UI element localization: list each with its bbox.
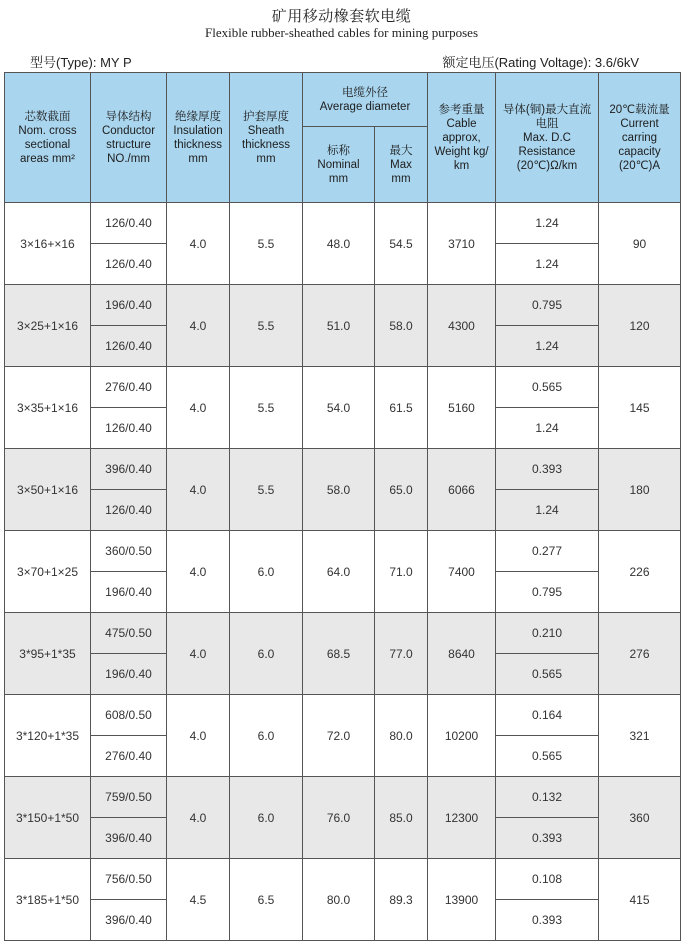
cell-current: 360 — [599, 777, 681, 859]
cell-max: 61.5 — [375, 367, 428, 449]
cell-size: 3*150+1*50 — [5, 777, 91, 859]
table-row — [5, 531, 681, 572]
cell-resistance-main: 0.132 — [496, 777, 599, 818]
cell-current: 276 — [599, 613, 681, 695]
cell-current: 120 — [599, 285, 681, 367]
cell-sheath: 6.0 — [230, 613, 303, 695]
table-row — [5, 859, 681, 900]
cell-conductor-main: 756/0.50 — [91, 859, 167, 900]
cell-max: 58.0 — [375, 285, 428, 367]
cell-conductor-main: 360/0.50 — [91, 531, 167, 572]
page-title: 矿用移动橡套软电缆 — [271, 7, 412, 25]
cell-weight: 10200 — [428, 695, 496, 777]
cell-sheath: 6.0 — [230, 531, 303, 613]
header-diameter: 电缆外径 Average diameter — [303, 73, 428, 127]
table-row — [5, 285, 681, 326]
cell-size: 3×35+1×16 — [5, 367, 91, 449]
cell-conductor-earth: 196/0.40 — [91, 572, 167, 613]
cell-insulation: 4.0 — [167, 285, 230, 367]
cell-sheath: 5.5 — [230, 285, 303, 367]
spec-table — [4, 72, 681, 941]
cell-current: 226 — [599, 531, 681, 613]
cell-size: 3×16+×16 — [5, 203, 91, 285]
cell-resistance-main: 0.277 — [496, 531, 599, 572]
cell-max: 54.5 — [375, 203, 428, 285]
cell-conductor-main: 475/0.50 — [91, 613, 167, 654]
rated-voltage: 额定电压(Rating Voltage): 3.6/6kV — [442, 55, 639, 70]
cell-conductor-earth: 196/0.40 — [91, 654, 167, 695]
cell-nominal: 48.0 — [303, 203, 375, 285]
table-row — [5, 613, 681, 654]
header-resistance: 导体(铜)最大直流 电阻 Max. D.C Resistance (20℃)Ω/km — [496, 73, 599, 203]
cell-weight: 5160 — [428, 367, 496, 449]
cell-weight: 13900 — [428, 859, 496, 941]
cell-resistance-earth: 0.795 — [496, 572, 599, 613]
cell-current: 145 — [599, 367, 681, 449]
cell-resistance-earth: 1.24 — [496, 408, 599, 449]
cell-sheath: 6.0 — [230, 777, 303, 859]
header-cross-section: 芯数截面 Nom. cross sectional areas mm² — [5, 73, 91, 203]
cell-size: 3*95+1*35 — [5, 613, 91, 695]
cell-weight: 6066 — [428, 449, 496, 531]
cell-weight: 7400 — [428, 531, 496, 613]
header-sheath: 护套厚度 Sheath thickness mm — [230, 73, 303, 203]
table-row — [5, 777, 681, 818]
cell-conductor-main: 196/0.40 — [91, 285, 167, 326]
cell-sheath: 5.5 — [230, 367, 303, 449]
cell-insulation: 4.5 — [167, 859, 230, 941]
cell-resistance-main: 0.795 — [496, 285, 599, 326]
cell-resistance-earth: 0.393 — [496, 818, 599, 859]
cell-weight: 8640 — [428, 613, 496, 695]
cell-size: 3*120+1*35 — [5, 695, 91, 777]
cell-resistance-earth: 1.24 — [496, 326, 599, 367]
header-conductor: 导体结构 Conductor structure NO./mm — [91, 73, 167, 203]
cell-conductor-main: 608/0.50 — [91, 695, 167, 736]
cell-resistance-earth: 1.24 — [496, 244, 599, 285]
cell-max: 80.0 — [375, 695, 428, 777]
cell-size: 3×70+1×25 — [5, 531, 91, 613]
cell-resistance-earth: 1.24 — [496, 490, 599, 531]
cell-nominal: 64.0 — [303, 531, 375, 613]
cell-nominal: 72.0 — [303, 695, 375, 777]
cell-insulation: 4.0 — [167, 367, 230, 449]
header-current: 20℃载流量 Current carring capacity (20℃)A — [599, 73, 681, 203]
cell-sheath: 5.5 — [230, 203, 303, 285]
cell-resistance-main: 0.210 — [496, 613, 599, 654]
cell-resistance-earth: 0.565 — [496, 654, 599, 695]
cell-resistance-main: 0.164 — [496, 695, 599, 736]
cell-resistance-main: 0.108 — [496, 859, 599, 900]
cell-resistance-main: 0.393 — [496, 449, 599, 490]
cell-nominal: 80.0 — [303, 859, 375, 941]
cell-insulation: 4.0 — [167, 695, 230, 777]
header-nominal: 标称 Nominal mm — [303, 127, 375, 203]
cell-resistance-earth: 0.393 — [496, 900, 599, 941]
cell-conductor-earth: 126/0.40 — [91, 490, 167, 531]
header-insulation: 绝缘厚度 Insulation thickness mm — [167, 73, 230, 203]
cell-conductor-main: 396/0.40 — [91, 449, 167, 490]
cell-weight: 12300 — [428, 777, 496, 859]
cell-max: 71.0 — [375, 531, 428, 613]
header-max: 最大 Max mm — [375, 127, 428, 203]
cell-conductor-earth: 126/0.40 — [91, 244, 167, 285]
cell-insulation: 4.0 — [167, 449, 230, 531]
cell-max: 65.0 — [375, 449, 428, 531]
cell-sheath: 5.5 — [230, 449, 303, 531]
cell-current: 90 — [599, 203, 681, 285]
cell-nominal: 58.0 — [303, 449, 375, 531]
cell-weight: 3710 — [428, 203, 496, 285]
cell-size: 3*185+1*50 — [5, 859, 91, 941]
cell-conductor-earth: 126/0.40 — [91, 408, 167, 449]
cell-conductor-earth: 396/0.40 — [91, 818, 167, 859]
cell-conductor-main: 276/0.40 — [91, 367, 167, 408]
table-row — [5, 449, 681, 490]
cell-conductor-earth: 396/0.40 — [91, 900, 167, 941]
cell-nominal: 76.0 — [303, 777, 375, 859]
page-subtitle: Flexible rubber-sheathed cables for mining purposes — [204, 25, 479, 40]
cell-conductor-earth: 276/0.40 — [91, 736, 167, 777]
cell-insulation: 4.0 — [167, 777, 230, 859]
cell-size: 3×50+1×16 — [5, 449, 91, 531]
cell-sheath: 6.0 — [230, 695, 303, 777]
cell-current: 180 — [599, 449, 681, 531]
cell-resistance-earth: 0.565 — [496, 736, 599, 777]
cell-max: 77.0 — [375, 613, 428, 695]
cell-sheath: 6.5 — [230, 859, 303, 941]
cell-resistance-main: 0.565 — [496, 367, 599, 408]
cell-weight: 4300 — [428, 285, 496, 367]
cell-max: 85.0 — [375, 777, 428, 859]
cell-nominal: 51.0 — [303, 285, 375, 367]
cell-current: 415 — [599, 859, 681, 941]
cell-size: 3×25+1×16 — [5, 285, 91, 367]
cell-insulation: 4.0 — [167, 203, 230, 285]
cell-nominal: 54.0 — [303, 367, 375, 449]
cell-nominal: 68.5 — [303, 613, 375, 695]
table-row — [5, 203, 681, 244]
cell-insulation: 4.0 — [167, 613, 230, 695]
cell-conductor-main: 126/0.40 — [91, 203, 167, 244]
cell-current: 321 — [599, 695, 681, 777]
cell-insulation: 4.0 — [167, 531, 230, 613]
cell-max: 89.3 — [375, 859, 428, 941]
cell-conductor-main: 759/0.50 — [91, 777, 167, 818]
table-row — [5, 367, 681, 408]
cell-conductor-earth: 126/0.40 — [91, 326, 167, 367]
cell-resistance-main: 1.24 — [496, 203, 599, 244]
table-row — [5, 695, 681, 736]
header-weight: 参考重量 Cable approx, Weight kg/ km — [428, 73, 496, 203]
cable-type: 型号(Type): MY P — [30, 55, 132, 70]
